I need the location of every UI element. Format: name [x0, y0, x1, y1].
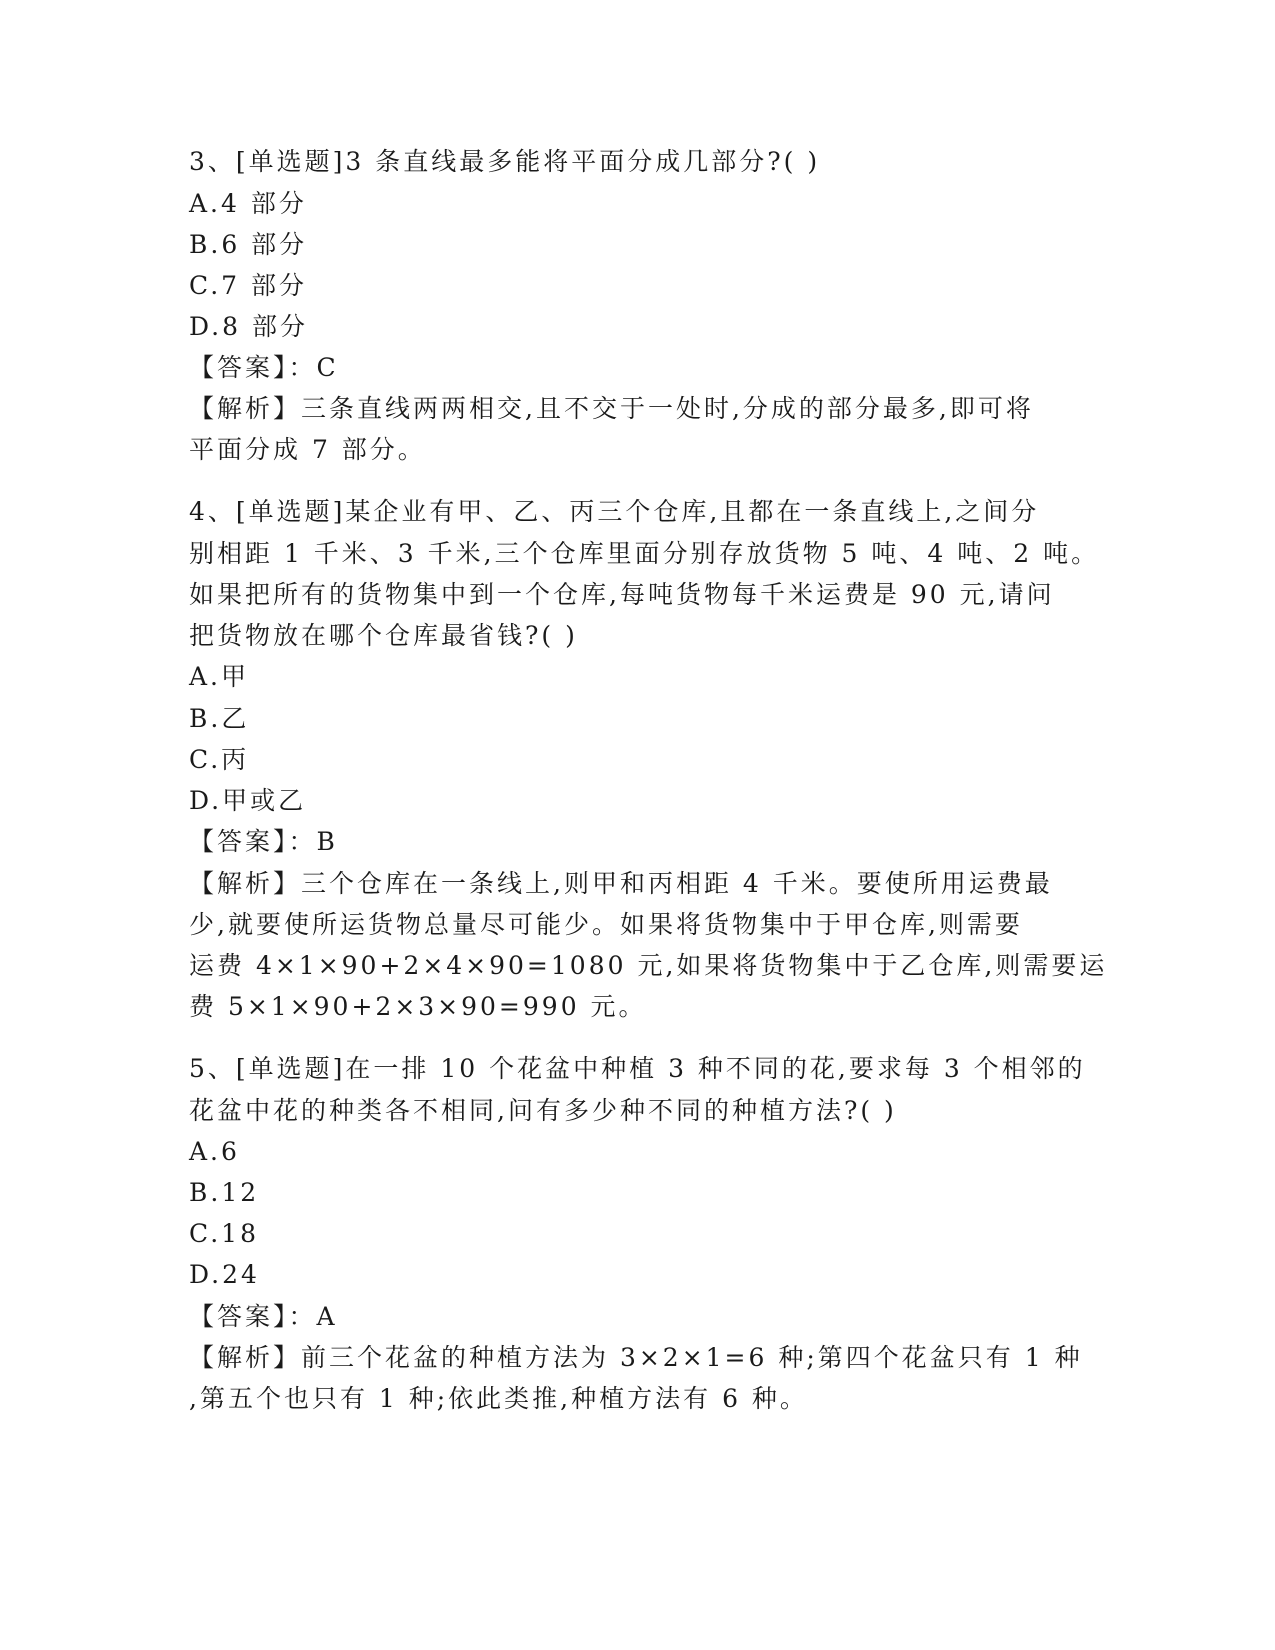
question-5-analysis-line: 【解析】前三个花盆的种植方法为 3×2×1=6 种;第四个花盆只有 1 种 [189, 1343, 1083, 1372]
question-4-analysis-line: 运费 4×1×90+2×4×90=1080 元,如果将货物集中于乙仓库,则需要运 [189, 951, 1108, 980]
question-5-analysis-line: ,第五个也只有 1 种;依此类推,种植方法有 6 种。 [189, 1384, 808, 1413]
question-4-analysis-line: 费 5×1×90+2×3×90=990 元。 [189, 992, 647, 1021]
question-4-option-d: D.甲或乙 [189, 786, 307, 815]
question-3-option-a: A.4 部分 [189, 189, 307, 218]
question-4-stem-line: 如果把所有的货物集中到一个仓库,每吨货物每千米运费是 90 元,请问 [189, 580, 1055, 609]
question-4-stem-line: 4、[单选题]某企业有甲、乙、丙三个仓库,且都在一条直线上,之间分 [189, 497, 1040, 526]
question-5-stem-line: 花盆中花的种类各不相同,问有多少种不同的种植方法?( ) [189, 1096, 897, 1125]
question-4-stem-line: 把货物放在哪个仓库最省钱?( ) [189, 621, 578, 650]
question-5-answer: 【答案】：A [189, 1302, 338, 1331]
question-3-analysis-line: 平面分成 7 部分。 [189, 435, 426, 464]
question-5-option-b: B.12 [189, 1178, 260, 1207]
question-4-option-b: B.乙 [189, 704, 250, 733]
question-3-answer: 【答案】：C [189, 353, 339, 382]
question-5-stem-line: 5、[单选题]在一排 10 个花盆中种植 3 种不同的花,要求每 3 个相邻的 [189, 1054, 1086, 1083]
question-4-option-a: A.甲 [189, 662, 250, 691]
question-4-analysis-line: 少,就要使所运货物总量尽可能少。如果将货物集中于甲仓库,则需要 [189, 910, 1023, 939]
question-5-option-a: A.6 [189, 1137, 240, 1166]
question-3-analysis-line: 【解析】三条直线两两相交,且不交于一处时,分成的部分最多,即可将 [189, 394, 1034, 423]
question-4-stem-line: 别相距 1 千米、3 千米,三个仓库里面分别存放货物 5 吨、4 吨、2 吨。 [189, 539, 1100, 568]
question-3-stem: 3、[单选题]3 条直线最多能将平面分成几部分?( ) [189, 147, 821, 176]
question-4-analysis-line: 【解析】三个仓库在一条线上,则甲和丙相距 4 千米。要使所用运费最 [189, 869, 1053, 898]
question-3-option-d: D.8 部分 [189, 312, 308, 341]
question-5-option-d: D.24 [189, 1260, 260, 1289]
question-4-answer: 【答案】：B [189, 827, 338, 856]
question-3-option-c: C.7 部分 [189, 271, 308, 300]
question-5-option-c: C.18 [189, 1219, 259, 1248]
question-3-option-b: B.6 部分 [189, 230, 308, 259]
question-4-option-c: C.丙 [189, 745, 250, 774]
